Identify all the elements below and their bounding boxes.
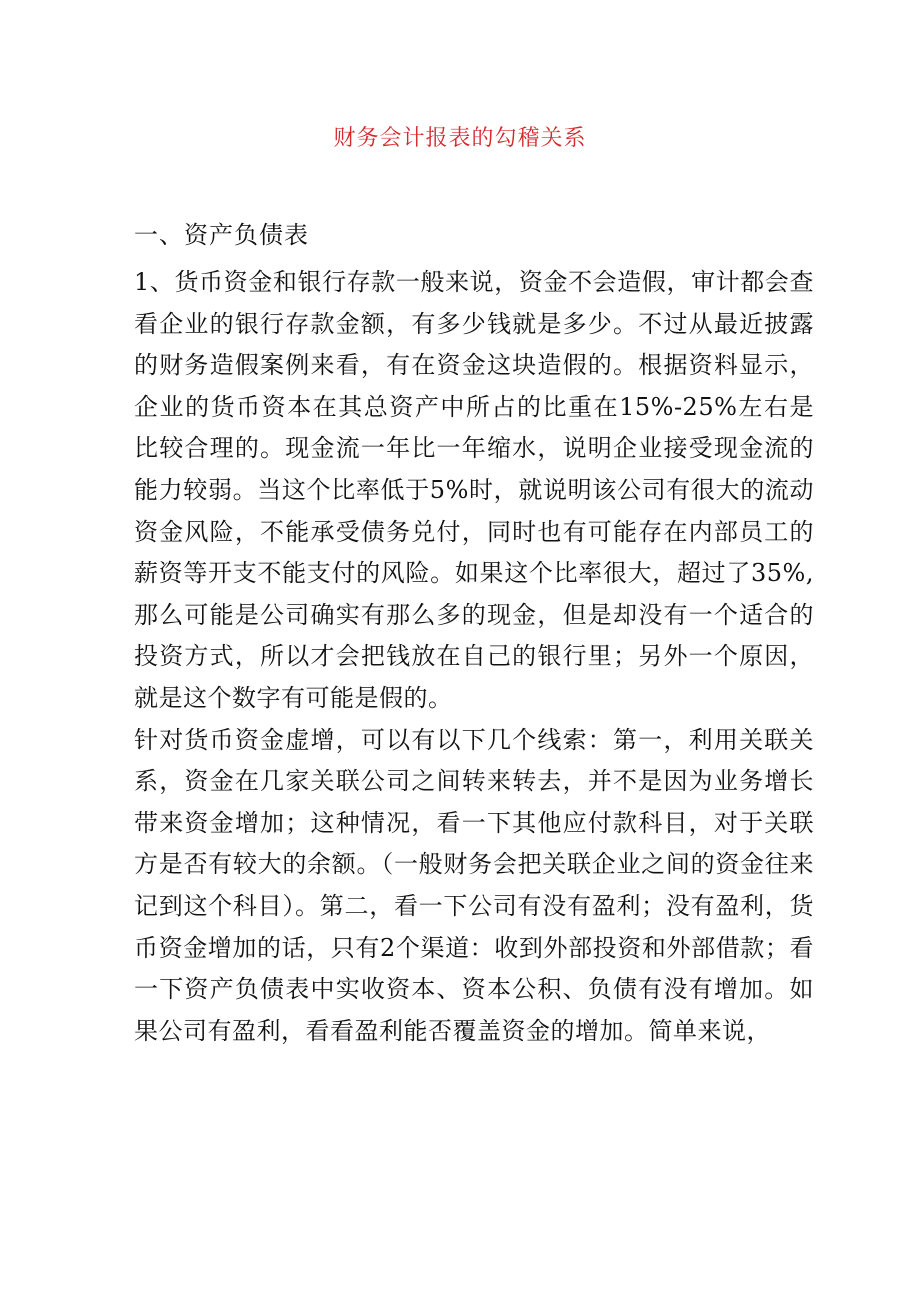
section-heading: 一、资产负债表 (134, 221, 309, 249)
document-title: 财务会计报表的勾稽关系 (333, 126, 587, 151)
body-text (134, 262, 814, 1052)
paragraph-fund-inflation-clues: 针对货币资金虚增，可以有以下几个线索：第一，利用关联关系，资金在几家关联公司之间转来转去，并不是因为业务增长带来资金增加；这种情况，看一下其他应付款科目，对于关联方是否有较大的余额。（一般财务会把关联企业之间的资金往来记到这个科目）。第二，看一下公司有没有盈利；没有盈利，货币资金增加的话，只有2个渠道：收到外部投资和外部借款；看一下资产负债表中实收资本、资本公积、负债有没有增加。如果公司有盈利，看看盈利能否覆盖资金的增加。简单来说， (134, 725, 814, 1045)
paragraph-cash-and-deposits: 1、货币资金和银行存款一般来说，资金不会造假，审计都会查看企业的银行存款金额，有多少钱就是多少。不过从最近披露的财务造假案例来看，有在资金这块造假的。根据资料显示，企业的货币资本在其总资产中所占的比重在15%-25%左右是比较合理的。现金流一年比一年缩水，说明企业接受现金流的能力较弱。当这个比率低于5%时，就说明该公司有很大的流动资金风险，不能承受债务兑付，同时也有可能存在内部员工的薪资等开支不能支付的风险。如果这个比率很大，超过了35%,那么可能是公司确实有那么多的现金，但是却没有一个适合的投资方式，所以才会把钱放在自己的银行里；另外一个原因，就是这个数字有可能是假的。 (134, 268, 814, 712)
